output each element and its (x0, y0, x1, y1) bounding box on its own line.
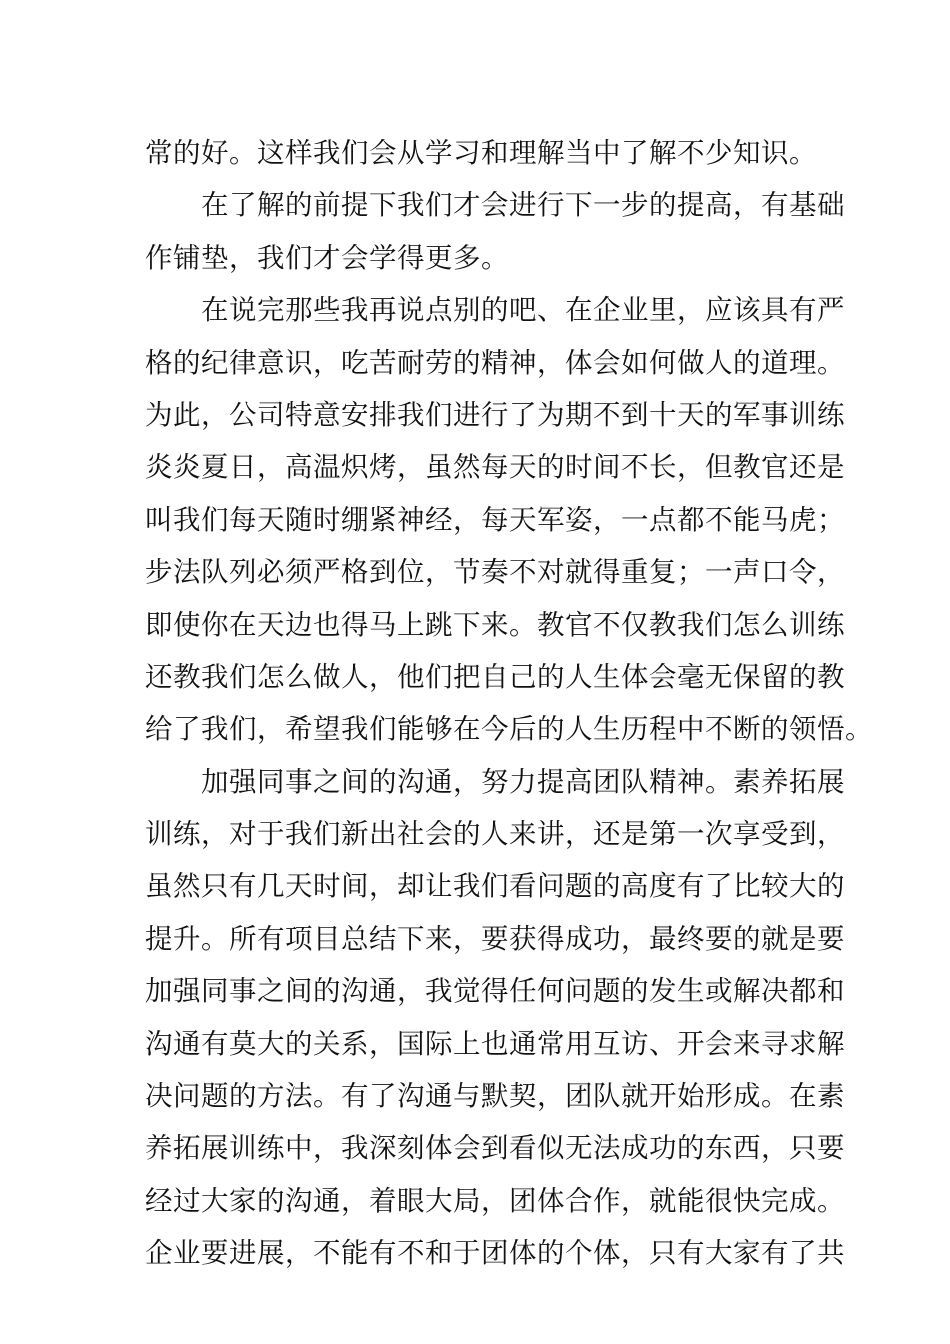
text-line: 步法队列必须严格到位，节奏不对就得重复；一声口令， (145, 556, 845, 589)
text-line: 作铺垫，我们才会学得更多。 (145, 241, 509, 274)
text-line: 提升。所有项目总结下来，要获得成功，最终要的就是要 (145, 922, 845, 955)
text-line: 虽然只有几天时间，却让我们看问题的高度有了比较大的 (145, 870, 845, 903)
text-line: 加强同事之间的沟通，我觉得任何问题的发生或解决都和 (145, 975, 845, 1008)
text-line: 为此，公司特意安排我们进行了为期不到十天的军事训练 (145, 398, 845, 431)
text-line: 常的好。这样我们会从学习和理解当中了解不少知识。 (145, 137, 817, 169)
body-text (145, 127, 873, 1280)
paragraph-first-line: 在说完那些我再说点别的吧、在企业里，应该具有严 (201, 294, 845, 327)
text-line: 给了我们，希望我们能够在今后的人生历程中不断的领悟。 (145, 713, 873, 746)
text-line: 格的纪律意识，吃苦耐劳的精神，体会如何做人的道理。 (145, 346, 845, 379)
text-line: 企业要进展，不能有不和于团体的个体，只有大家有了共 (145, 1237, 845, 1270)
text-line: 决问题的方法。有了沟通与默契，团队就开始形成。在素 (145, 1080, 845, 1113)
text-line: 叫我们每天随时绷紧神经，每天军姿，一点都不能马虎； (145, 503, 845, 536)
paragraph-first-line: 加强同事之间的沟通，努力提高团队精神。素养拓展 (201, 765, 845, 798)
text-line: 即使你在天边也得马上跳下来。教官不仅教我们怎么训练 (145, 608, 845, 641)
text-line: 养拓展训练中，我深刻体会到看似无法成功的东西，只要 (145, 1132, 845, 1165)
text-line: 沟通有莫大的关系，国际上也通常用互访、开会来寻求解 (145, 1027, 845, 1060)
text-line: 训练，对于我们新出社会的人来讲，还是第一次享受到， (145, 818, 845, 851)
text-line: 经过大家的沟通，着眼大局，团体合作，就能很快完成。 (145, 1184, 845, 1217)
text-line: 炎炎夏日，高温炽烤，虽然每天的时间不长，但教官还是 (145, 451, 845, 484)
paragraph-first-line: 在了解的前提下我们才会进行下一步的提高，有基础 (201, 189, 845, 222)
text-line: 还教我们怎么做人，他们把自己的人生体会毫无保留的教 (145, 660, 845, 693)
